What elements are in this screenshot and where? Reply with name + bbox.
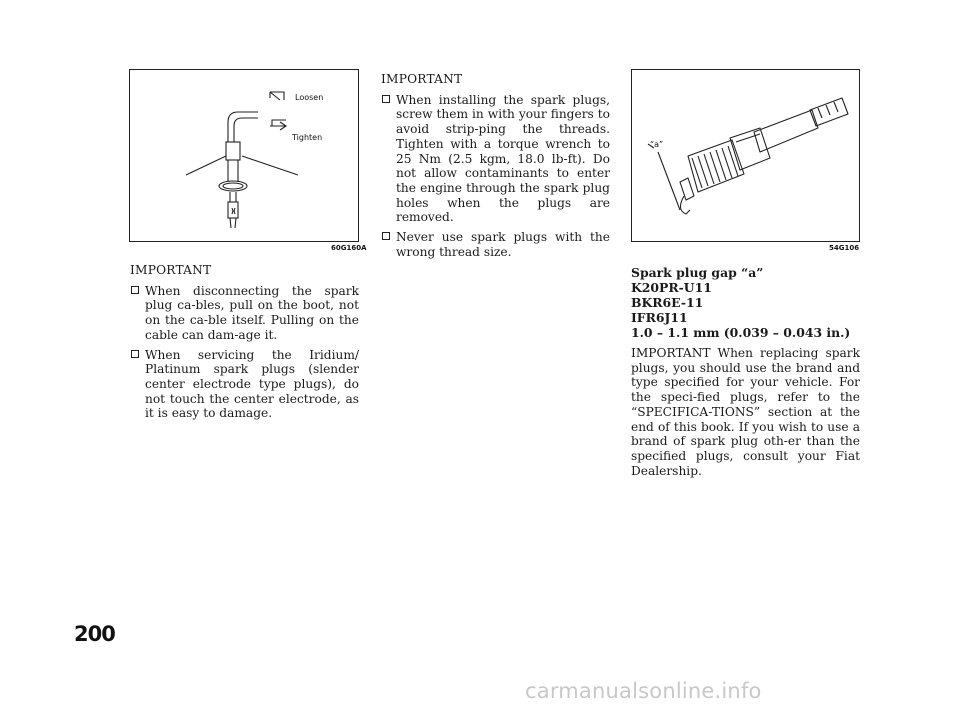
right-column: [631, 265, 860, 478]
checkbox-bullet-icon: [382, 232, 390, 240]
gap-label: “a”: [650, 140, 664, 149]
list-item: [130, 284, 359, 343]
bullet-text: When servicing the Iridium/ Platinum spark plugs (slender center electrode type plugs), do not touch the center electrode, as it is easy to damage.: [145, 347, 359, 421]
checkbox-bullet-icon: [131, 350, 139, 358]
bullet-text: Never use spark plugs with the wrong thread size.: [396, 230, 610, 259]
loosen-label: Loosen: [295, 93, 324, 102]
figure-code: 60G160A: [331, 244, 367, 252]
bullet-list: [130, 284, 359, 421]
list-item: [381, 93, 610, 225]
middle-column: [381, 72, 610, 264]
spec-plug-model: IFR6J11: [631, 310, 688, 325]
figure-code: 54G106: [829, 244, 860, 252]
section-heading: IMPORTANT: [130, 263, 212, 277]
wrench-illustration: [130, 70, 358, 241]
spark-plug-illustration: [632, 70, 859, 241]
list-item: [130, 348, 359, 422]
checkbox-bullet-icon: [382, 95, 390, 103]
left-column: [130, 263, 359, 426]
spec-gap-value: 1.0 – 1.1 mm (0.039 – 0.043 in.): [631, 325, 851, 340]
section-heading: IMPORTANT: [381, 72, 463, 86]
checkbox-bullet-icon: [131, 286, 139, 294]
wrench-figure: [129, 69, 367, 252]
important-paragraph: IMPORTANT When replacing spark plugs, you should use the brand and type specified for your vehicle. For the speci-fied plugs, refer to the “SPECIFICA-TIONS” section at the end of this book. If you wish to use a brand of spark plug oth-er than the specified plugs, consult your Fiat Dealership.: [631, 346, 860, 478]
spark-plug-figure: [631, 69, 860, 252]
spec-title: Spark plug gap “a”: [631, 265, 764, 280]
tighten-label: Tighten: [292, 133, 323, 142]
bullet-list: [381, 93, 610, 260]
page-number: 200: [74, 622, 115, 646]
list-item: [381, 230, 610, 259]
watermark: carmanualsonline.info: [525, 679, 762, 703]
bullet-text: When installing the spark plugs, screw them in with your fingers to avoid strip-ping the threads. Tighten with a torque wrench to 25 Nm (2.5 kgm, 18.0 lb-ft). Do not allow contaminants to enter the engine through the spark plug holes when the plugs are removed.: [396, 92, 610, 225]
spec-plug-model: K20PR-U11: [631, 280, 712, 295]
bullet-text: When disconnecting the spark plug ca-bles, pull on the boot, not on the ca-ble itself. Pulling on the cable can dam-age it.: [145, 283, 359, 342]
spec-plug-model: BKR6E-11: [631, 295, 704, 310]
